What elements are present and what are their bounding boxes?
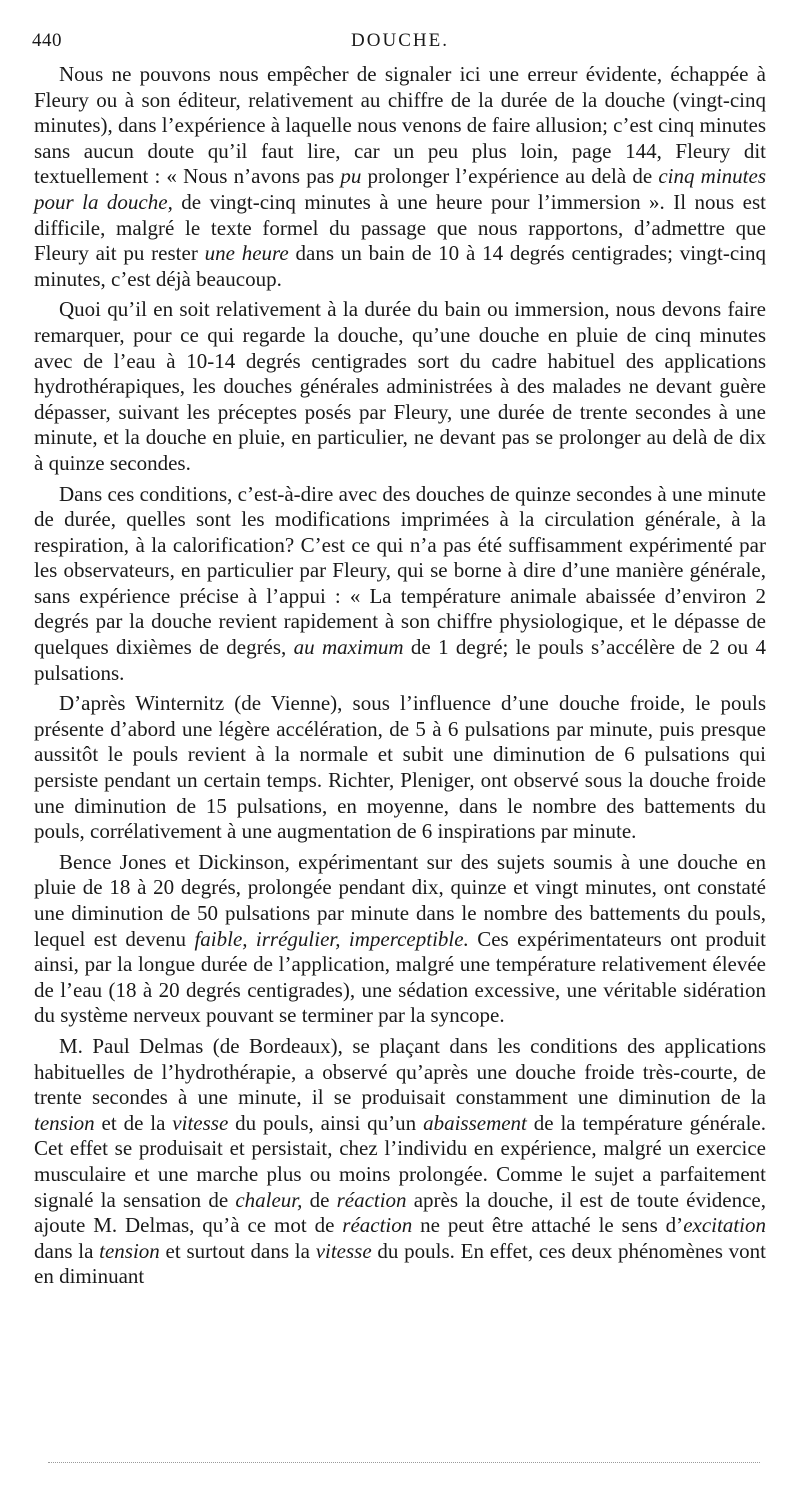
paragraph (34, 1034, 766, 1290)
text-run: du pouls. En effet, ces deux phénomènes vont en diminuant (34, 1238, 766, 1289)
text-run: dans un bain de 10 à 14 degrés centigrades; vingt-cinq minutes, c’est déjà beaucoup. (34, 241, 767, 291)
text-run: dans la (34, 1238, 100, 1263)
italic-text-run: réaction (336, 1187, 407, 1212)
text-run: D’après Winternitz (de Vienne), sous l’influence d’une douche froide, le pouls présente d’abord une légère accélération, de 5 à 6 pulsations par minute, puis presque aussitôt le pouls revient à la normale et subit une diminution de 6 pulsations qui persiste pendant un certain temps. Richter, Pleniger, ont observé sous la douche froide une diminution de 15 pulsations, en moyenne, dans le nombre des battements du pouls, corrélativement à une augmentation de 6 inspirations par minute. (34, 691, 766, 844)
italic-text-run: tension (99, 1238, 160, 1263)
text-run: et surtout dans la (159, 1238, 316, 1263)
italic-text-run: cinq minutes pour la douche, (34, 164, 766, 214)
text-run: Ces expérimentateurs ont produit ainsi, par la longue durée de l’application, malgré une température relativement élevée de l’eau (18 à 20 degrés centigrades), une sédation excessive, une véritable sidération du système nerveux pouvant se terminer par la syncope. (34, 926, 766, 1028)
bottom-rule (48, 1462, 760, 1463)
italic-text-run: excitation (683, 1213, 766, 1238)
text-run: de vingt-cinq minutes à une heure pour l’immersion ». Il nous est difficile, malgré le texte formel du passage que nous rapportons, d’admettre que Fleury ait pu rester (34, 189, 766, 266)
text-run: Dans ces conditions, c’est-à-dire avec des douches de quinze secondes à une minute de durée, quelles sont les modifications imprimées à la circulation générale, à la respiration, à la calorification? C’est ce qui n’a pas été suffisamment expérimenté par les observateurs, en particulier par Fleury, qui se borne à dire d’une manière générale, sans expérience précise à l’appui : « La température animale abaissée d’environ 2 degrés par la douche revient rapidement à son chiffre physiologique, et le dépasse de quelques dixièmes de degrés, (34, 481, 766, 660)
paragraph (34, 297, 766, 476)
text-run: après la douche, il est de toute évidence, ajoute M. Delmas, qu’à ce mot de (34, 1187, 766, 1238)
text-run: de 1 degré; le pouls s’accélère de 2 ou 4 pulsations. (34, 635, 766, 685)
italic-text-run: chaleur, (235, 1187, 303, 1212)
paragraph (34, 691, 766, 845)
paragraph (34, 850, 766, 1029)
text-run: M. Paul Delmas (de Bordeaux), se plaçant dans les conditions des applications habituelles de l’hydrothérapie, a observé qu’après une douche froide très-courte, de trente secondes à une minute, il se produisait constamment une diminution de la (34, 1033, 766, 1110)
paragraph (34, 482, 766, 687)
text-run: ne peut être attaché le sens d’ (412, 1213, 684, 1238)
text-run: de (302, 1187, 337, 1212)
italic-text-run: vitesse (315, 1238, 372, 1263)
text-run: et de la (94, 1110, 173, 1135)
page-number: 440 (32, 30, 62, 51)
page-header (32, 30, 768, 58)
text-run: du pouls, ainsi qu’un (228, 1110, 424, 1135)
text-run: Bence Jones et Dickinson, expérimentant sur des sujets soumis à une douche en pluie de 18 à 20 degrés, prolongée pendant dix, quinze et vingt minutes, ont constaté une diminution de 50 pulsations par minute dans le nombre des battements du pouls, lequel est devenu (34, 849, 766, 951)
body-text (34, 62, 766, 1295)
text-run: Nous ne pouvons nous empêcher de signaler ici une erreur évidente, échappée à Fleury ou à son éditeur, relativement au chiffre de la durée de la douche (vingt-cinq minutes), dans l’expérience à laquelle nous venons de faire allusion; c’est cinq minutes sans aucun doute qu’il faut lire, car un peu plus loin, page 144, Fleury dit textuellement : « Nous n’avons pas (34, 62, 766, 189)
text-run: Quoi qu’il en soit relativement à la durée du bain ou immersion, nous devons faire remarquer, pour ce qui regarde la douche, qu’une douche en pluie de cinq minutes avec de l’eau à 10-14 degrés centigrades sort du cadre habituel des applications hydrothérapiques, les douches générales administrées à des malades ne devant guère dépasser, suivant les préceptes posés par Fleury, une durée de trente secondes à une minute, et la douche en pluie, en particulier, ne devant pas se prolonger au delà de dix à quinze secondes. (34, 297, 766, 475)
italic-text-run: vitesse (172, 1110, 229, 1135)
italic-text-run: une heure (204, 241, 289, 266)
italic-text-run: réaction (342, 1213, 413, 1238)
italic-text-run: au maximum (293, 635, 404, 660)
italic-text-run: tension (34, 1110, 95, 1135)
running-title: DOUCHE. (351, 30, 449, 51)
text-run: de la température générale. Cet effet se produisait et persistait, chez l’individu en expérience, malgré un exercice musculaire et une marche plus ou moins prolongée. Comme le sujet a parfaitement signalé la sensation de (34, 1110, 766, 1212)
italic-text-run: faible, irrégulier, imperceptible. (194, 926, 469, 951)
italic-text-run: abaissement (423, 1110, 527, 1135)
paragraph (34, 62, 766, 292)
italic-text-run: pu (340, 164, 362, 189)
text-run: prolonger l’expérience au delà de (361, 164, 659, 189)
